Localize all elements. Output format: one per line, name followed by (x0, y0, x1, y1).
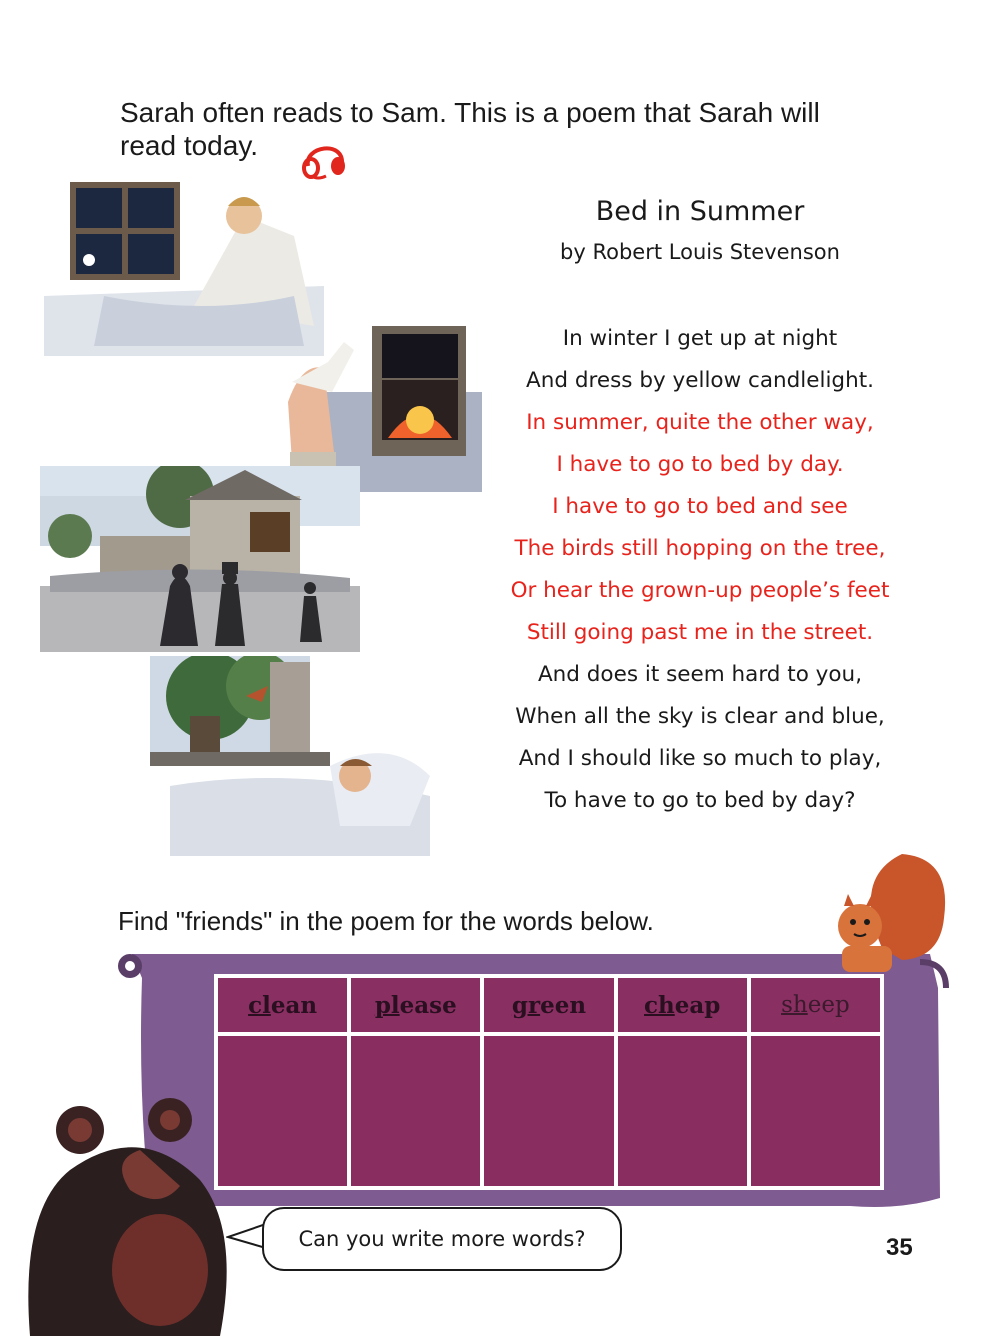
task-instruction: Find "friends" in the poem for the words below. (118, 906, 654, 936)
intro-line-2: read today. (120, 130, 259, 161)
poem-line: And I should like so much to play, (518, 746, 882, 771)
illustration-bed-day (150, 656, 450, 856)
bear-character (20, 1090, 240, 1336)
answer-cell-cheap[interactable] (618, 1036, 747, 1186)
poem-line: I have to go to bed and see (552, 494, 848, 519)
word-header-cheap: ch eap (618, 978, 747, 1032)
poem-line: The birds still hopping on the tree, (514, 536, 886, 561)
speech-bubble-tail (226, 1220, 266, 1254)
poem-line: And does it seem hard to you, (537, 662, 863, 687)
headphone-icon[interactable] (300, 136, 348, 180)
squirrel-character (812, 848, 952, 978)
intro-line-1: Sarah often reads to Sam. This is a poem that Sarah will (120, 97, 820, 128)
poem-line: To have to go to bed by day? (544, 788, 856, 813)
speech-bubble: Can you write more words? (262, 1207, 622, 1271)
poem-line: Or hear the grown-up people’s feet (510, 578, 890, 603)
word-header-please: pl ease (351, 978, 480, 1032)
page-number: 35 (886, 1234, 913, 1261)
answer-cell-please[interactable] (351, 1036, 480, 1186)
word-header-clean: cl ean (218, 978, 347, 1032)
word-header-green: gr een (484, 978, 613, 1032)
illustration-street (40, 466, 360, 652)
poem-line: I have to go to bed by day. (556, 452, 844, 477)
word-table (214, 974, 884, 1190)
poem-author: by Robert Louis Stevenson (560, 240, 840, 264)
word-header-sheep: sh eep (751, 978, 880, 1032)
poem-title: Bed in Summer (595, 196, 805, 227)
poem-line: In summer, quite the other way, (526, 410, 874, 435)
answer-cell-sheep[interactable] (751, 1036, 880, 1186)
poem-line: Still going past me in the street. (526, 620, 874, 645)
poem-lines (470, 318, 930, 822)
poem-line: And dress by yellow candlelight. (526, 368, 874, 393)
poem-line: In winter I get up at night (562, 326, 838, 351)
answer-cell-green[interactable] (484, 1036, 613, 1186)
poem-line: When all the sky is clear and blue, (515, 704, 885, 729)
intro-text (120, 96, 940, 162)
